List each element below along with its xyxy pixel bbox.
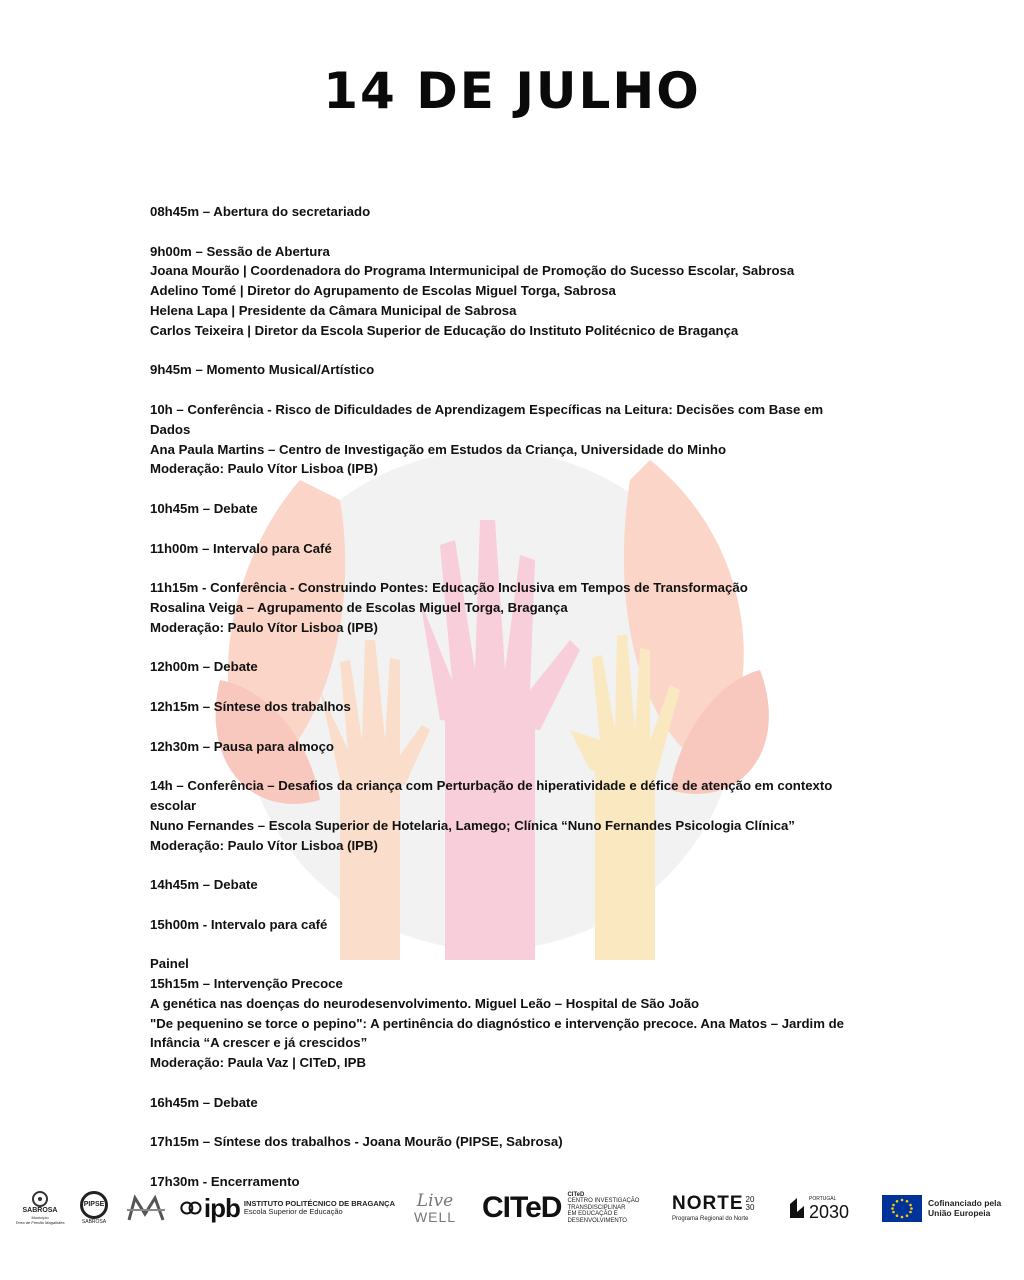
schedule-item-detail: Joana Mourão | Coordenadora do Programa Intermunicipal de Promoção do Sucesso Escolar, Sabrosa (150, 263, 795, 279)
schedule-block (150, 915, 880, 935)
school-emblem-icon (125, 1192, 167, 1224)
schedule-item-detail: Adelino Tomé | Diretor do Agrupamento de Escolas Miguel Torga, Sabrosa (150, 283, 616, 299)
livewell-logo (400, 1186, 470, 1230)
pipse-logo (76, 1186, 112, 1230)
schedule-item-heading: 11h15m - Conferência - Construindo Pontes: Educação Inclusiva em Tempos de Transformação (150, 580, 748, 596)
schedule-item-detail: Infância “A crescer e já crescidos” (150, 1035, 368, 1051)
schedule-block (150, 539, 880, 559)
ipb-name: INSTITUTO POLITÉCNICO DE BRAGANÇA (243, 1199, 395, 1208)
eu-line1: Cofinanciado pela (928, 1198, 1002, 1208)
page-title: 14 DE JULHO (323, 62, 701, 120)
cited-line2: CENTRO INVESTIGAÇÃO (567, 1198, 640, 1205)
cited-line3: TRANSDISCIPLINAR (567, 1204, 626, 1211)
schedule-block (150, 242, 880, 341)
ipb-swirl-icon (180, 1194, 202, 1222)
schedule-item-heading: 12h30m – Pausa para almoço (150, 738, 334, 754)
ipb-logo (180, 1186, 395, 1230)
sabrosa-name: SABROSA (22, 1207, 58, 1214)
schedule-block (150, 499, 880, 519)
schedule (150, 202, 880, 1212)
agrupamento-logo (124, 1186, 168, 1230)
schedule-block (150, 1093, 880, 1113)
cited-mark: CITeD (482, 1191, 562, 1224)
pipse-ring (80, 1191, 108, 1219)
portugal-year: 2030 (809, 1202, 850, 1222)
norte-name: NORTE (672, 1193, 744, 1214)
schedule-item-heading: 16h45m – Debate (150, 1094, 258, 1110)
pipse-name: PIPSE (83, 1201, 105, 1208)
schedule-block (150, 954, 880, 1073)
cited-line4: EM EDUCAÇÃO E (567, 1211, 618, 1218)
schedule-block (150, 697, 880, 717)
schedule-block (150, 657, 880, 677)
eu-flag-icon (882, 1195, 922, 1222)
norte2030-logo (672, 1186, 772, 1230)
sabrosa-logo (12, 1186, 68, 1230)
schedule-item-detail: A genética nas doenças do neurodesenvolvimento. Miguel Leão – Hospital de São João (150, 995, 700, 1011)
schedule-item-heading: 10h45m – Debate (150, 500, 258, 516)
schedule-item-heading: 14h45m – Debate (150, 877, 258, 893)
schedule-item-detail: escolar (150, 797, 197, 813)
eu-cofinanced-logo (882, 1186, 1012, 1230)
schedule-block (150, 400, 880, 479)
portugal-mark-icon (788, 1196, 806, 1220)
schedule-item-detail: Dados (150, 421, 191, 437)
sabrosa-sub: Município (31, 1215, 49, 1220)
schedule-item-heading: 14h – Conferência – Desafios da criança com Perturbação de hiperatividade e défice de atenção em contexto (150, 778, 833, 794)
schedule-item-heading: Painel (150, 956, 189, 972)
ipb-mark: ipb (203, 1192, 240, 1223)
portugal-label: PORTUGAL (809, 1196, 837, 1202)
portugal2030-logo (788, 1186, 860, 1230)
eu-line2: União Europeia (928, 1208, 991, 1218)
livewell-bottom: WELL (413, 1208, 457, 1225)
schedule-item-detail: 15h15m – Intervenção Precoce (150, 976, 343, 992)
schedule-item-detail: "De pequenino se torce o pepino": A pertinência do diagnóstico e intervenção precoce. Ana Matos – Jardim de (150, 1015, 845, 1031)
schedule-item-heading: 11h00m – Intervalo para Café (150, 540, 332, 556)
norte-sub: Programa Regional do Norte (672, 1216, 749, 1222)
schedule-block (150, 360, 880, 380)
sponsor-logos (0, 1186, 1024, 1236)
ipb-school: Escola Superior de Educação (243, 1207, 343, 1216)
pipse-sub: SABROSA (81, 1219, 107, 1225)
cited-line1: CITeD (567, 1191, 585, 1198)
schedule-item-detail: Helena Lapa | Presidente da Câmara Municipal de Sabrosa (150, 302, 517, 318)
schedule-item-heading: 12h00m – Debate (150, 659, 258, 675)
norte-year2: 30 (745, 1203, 755, 1212)
schedule-item-heading: 9h00m – Sessão de Abertura (150, 243, 330, 259)
cited-logo (482, 1186, 662, 1230)
schedule-item-detail: Moderação: Paulo Vítor Lisboa (IPB) (150, 619, 378, 635)
schedule-item-heading: 17h30m - Encerramento (150, 1174, 300, 1190)
sabrosa-emblem-icon (32, 1191, 48, 1207)
sabrosa-tagline: Terra de Fernão Magalhães (15, 1220, 65, 1225)
schedule-item-detail: Nuno Fernandes – Escola Superior de Hotelaria, Lamego; Clínica “Nuno Fernandes Psicologia Clínica” (150, 817, 795, 833)
schedule-item-detail: Moderação: Paulo Vítor Lisboa (IPB) (150, 461, 378, 477)
schedule-block (150, 202, 880, 222)
schedule-block (150, 1132, 880, 1152)
schedule-item-detail: Moderação: Paula Vaz | CITeD, IPB (150, 1055, 366, 1071)
schedule-block (150, 875, 880, 895)
schedule-block (150, 776, 880, 855)
schedule-item-heading: 15h00m - Intervalo para café (150, 916, 328, 932)
schedule-item-heading: 08h45m – Abertura do secretariado (150, 204, 371, 219)
schedule-item-detail: Moderação: Paulo Vítor Lisboa (IPB) (150, 837, 378, 853)
schedule-item-heading: 10h – Conferência - Risco de Dificuldades de Aprendizagem Específicas na Leitura: Decisões com Base em (150, 401, 824, 417)
livewell-top: Live (416, 1190, 454, 1211)
schedule-block (150, 578, 880, 637)
schedule-item-detail: Carlos Teixeira | Diretor da Escola Superior de Educação do Instituto Politécnico de Bragança (150, 322, 739, 338)
schedule-item-heading: 9h45m – Momento Musical/Artístico (150, 362, 375, 378)
schedule-item-detail: Rosalina Veiga – Agrupamento de Escolas Miguel Torga, Bragança (150, 599, 568, 615)
schedule-block (150, 737, 880, 757)
cited-line5: DESENVOLVIMENTO (567, 1217, 627, 1224)
schedule-item-heading: 17h15m – Síntese dos trabalhos - Joana Mourão (PIPSE, Sabrosa) (150, 1134, 563, 1150)
schedule-item-heading: 12h15m – Síntese dos trabalhos (150, 698, 351, 714)
norte-year1: 20 (745, 1195, 755, 1204)
schedule-item-detail: Ana Paula Martins – Centro de Investigação em Estudos da Criança, Universidade do Minho (150, 441, 726, 457)
